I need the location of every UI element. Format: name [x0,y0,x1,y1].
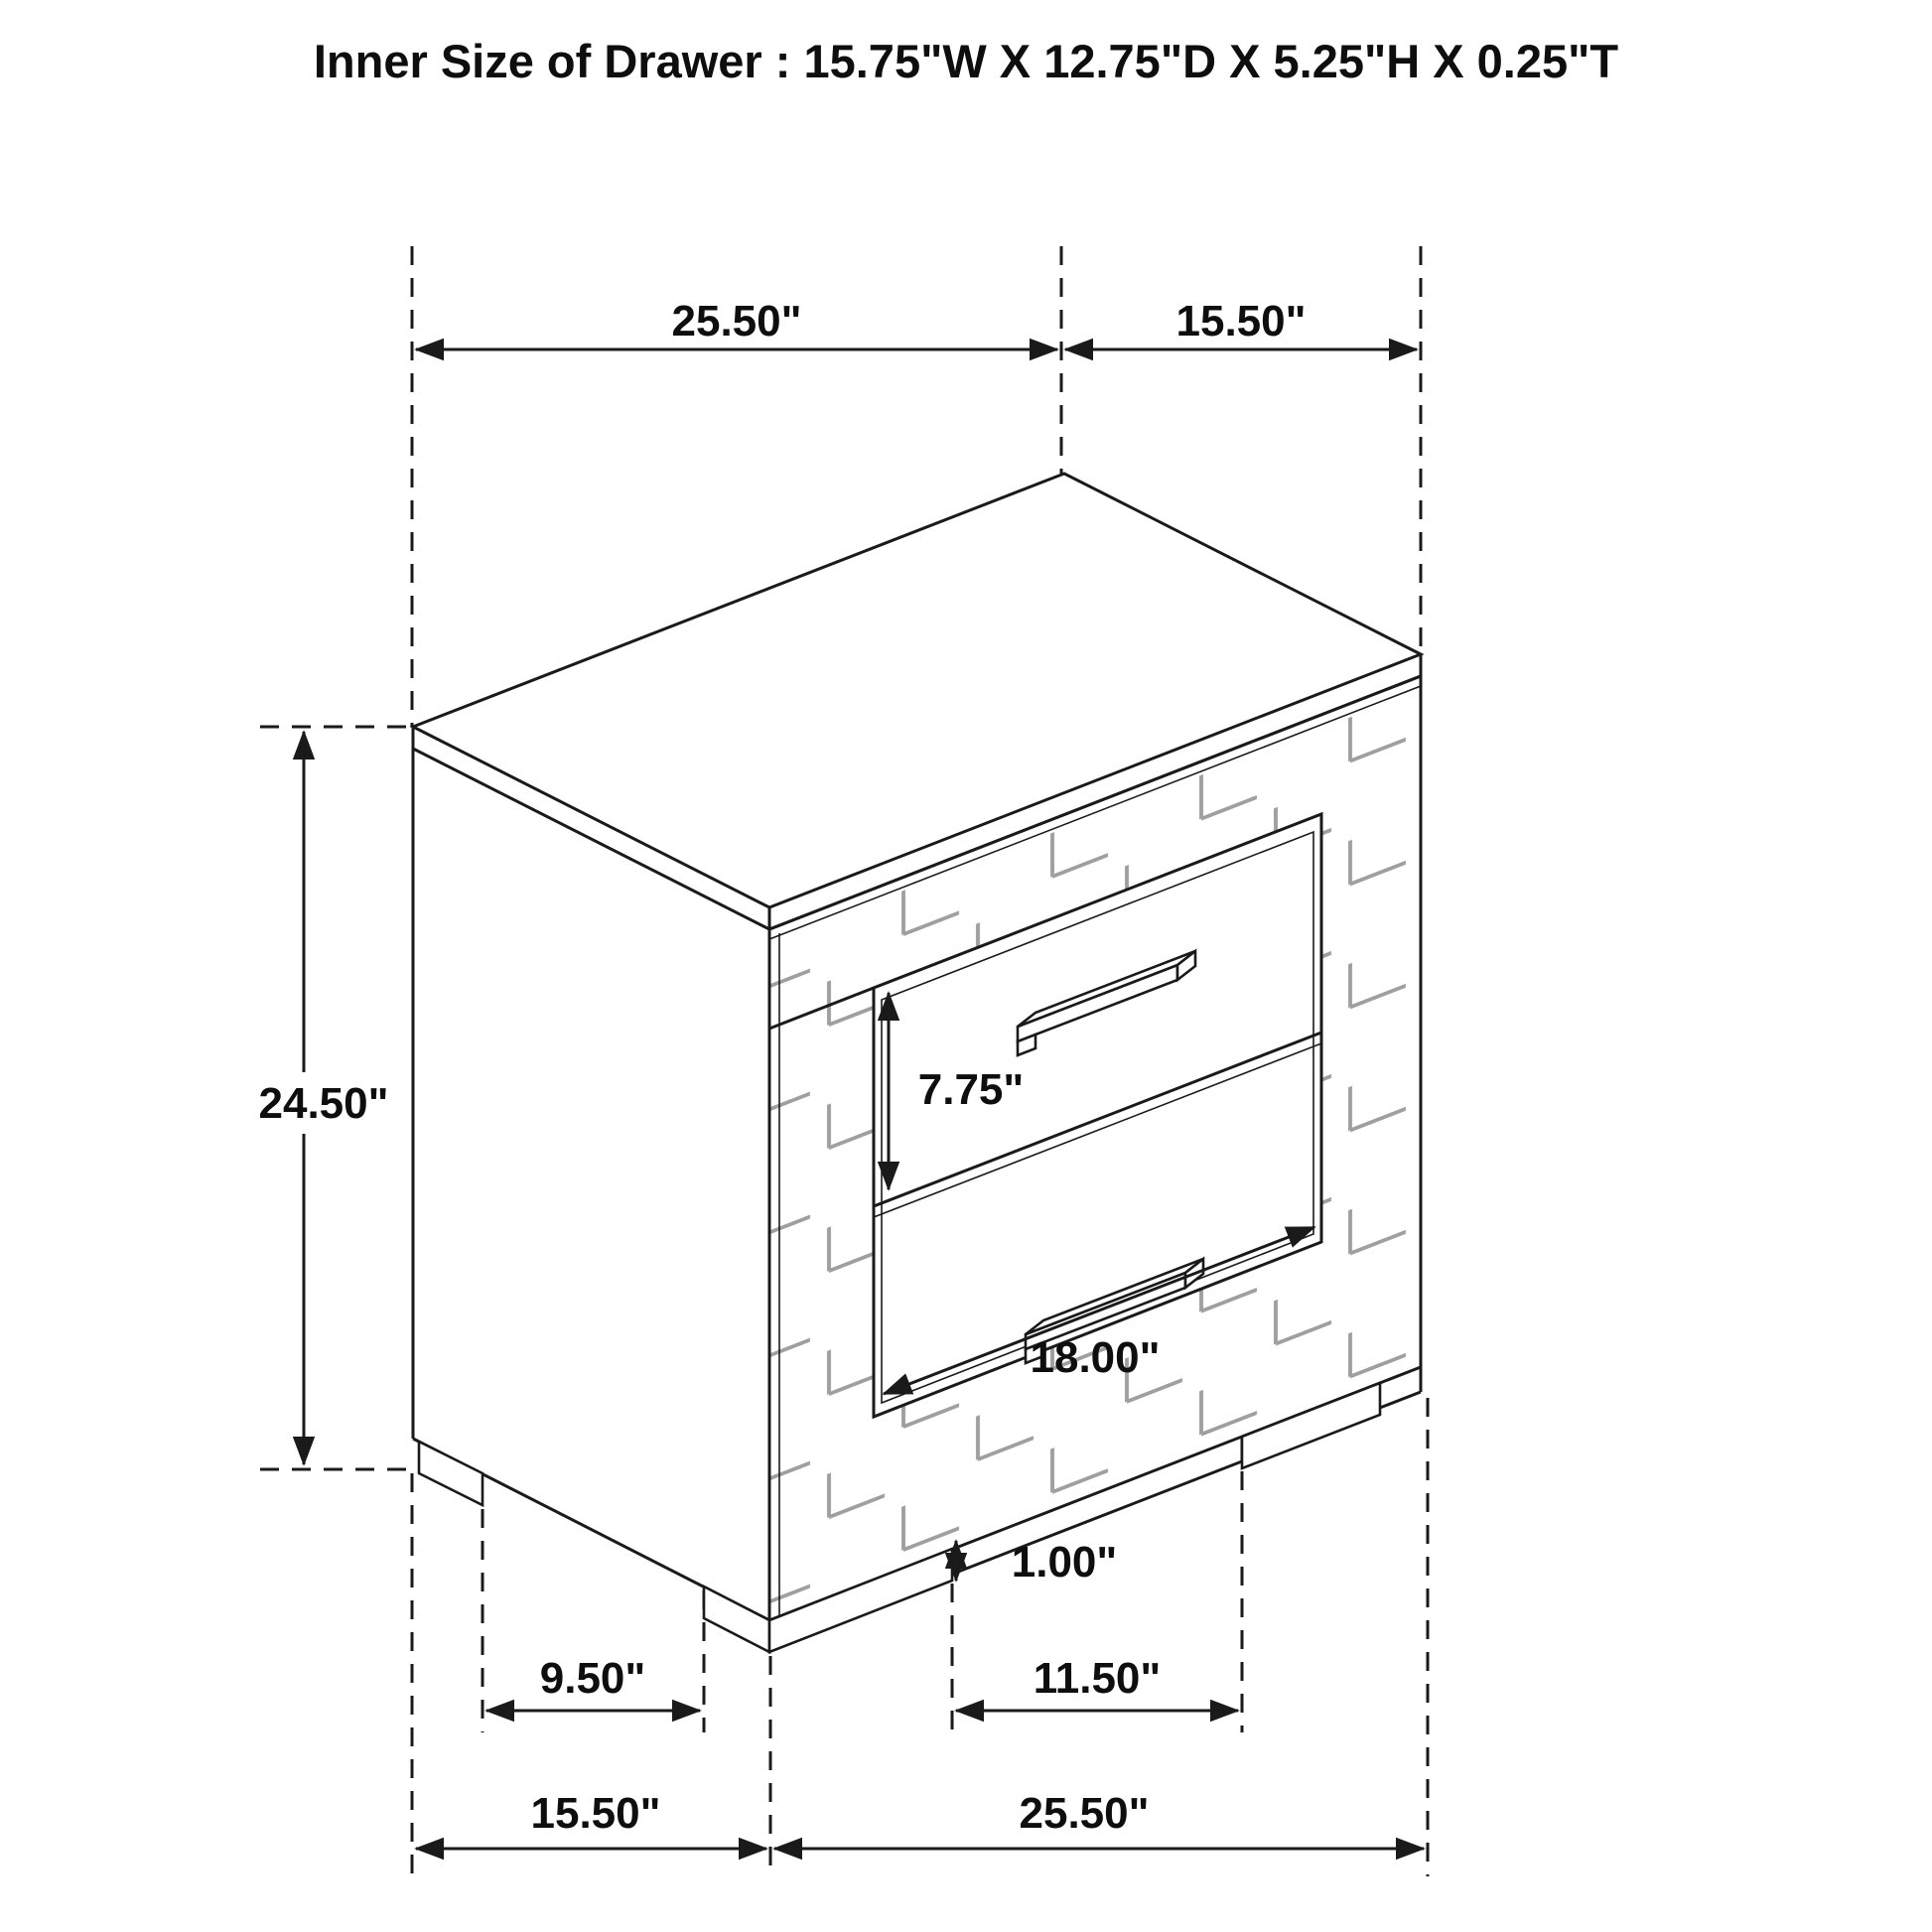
dim-label-side-leg-spacing: 9.50" [539,1654,646,1703]
dim-label-base-clearance: 1.00" [1011,1538,1118,1587]
dim-label-overall-height: 24.50" [258,1079,389,1128]
dim-label-top-width: 25.50" [671,297,802,345]
dim-label-bottom-width: 25.50" [1019,1789,1150,1838]
front-left-leg-side [704,1587,769,1652]
back-left-leg [419,1442,483,1505]
dim-label-front-leg-spacing: 11.50" [1033,1654,1162,1703]
dimension-side-leg-spacing [486,1654,700,1711]
dimension-top-width [416,297,1057,349]
dimension-top-depth [1065,297,1417,349]
diagram-title: Inner Size of Drawer : 15.75"W X 12.75"D X 5.25"H X 0.25"T [313,35,1619,87]
nightstand-drawing [413,474,1421,1652]
dim-label-bottom-depth: 15.50" [530,1789,661,1838]
dim-label-drawer-width: 18.00" [1030,1333,1161,1382]
dim-label-drawer-front-height: 7.75" [917,1065,1025,1114]
dimension-bottom-depth [416,1789,766,1849]
dimension-bottom-width [774,1789,1424,1849]
dimension-front-leg-spacing [956,1654,1238,1711]
dimension-overall-height [259,732,389,1464]
dim-label-top-depth: 15.50" [1175,297,1307,345]
